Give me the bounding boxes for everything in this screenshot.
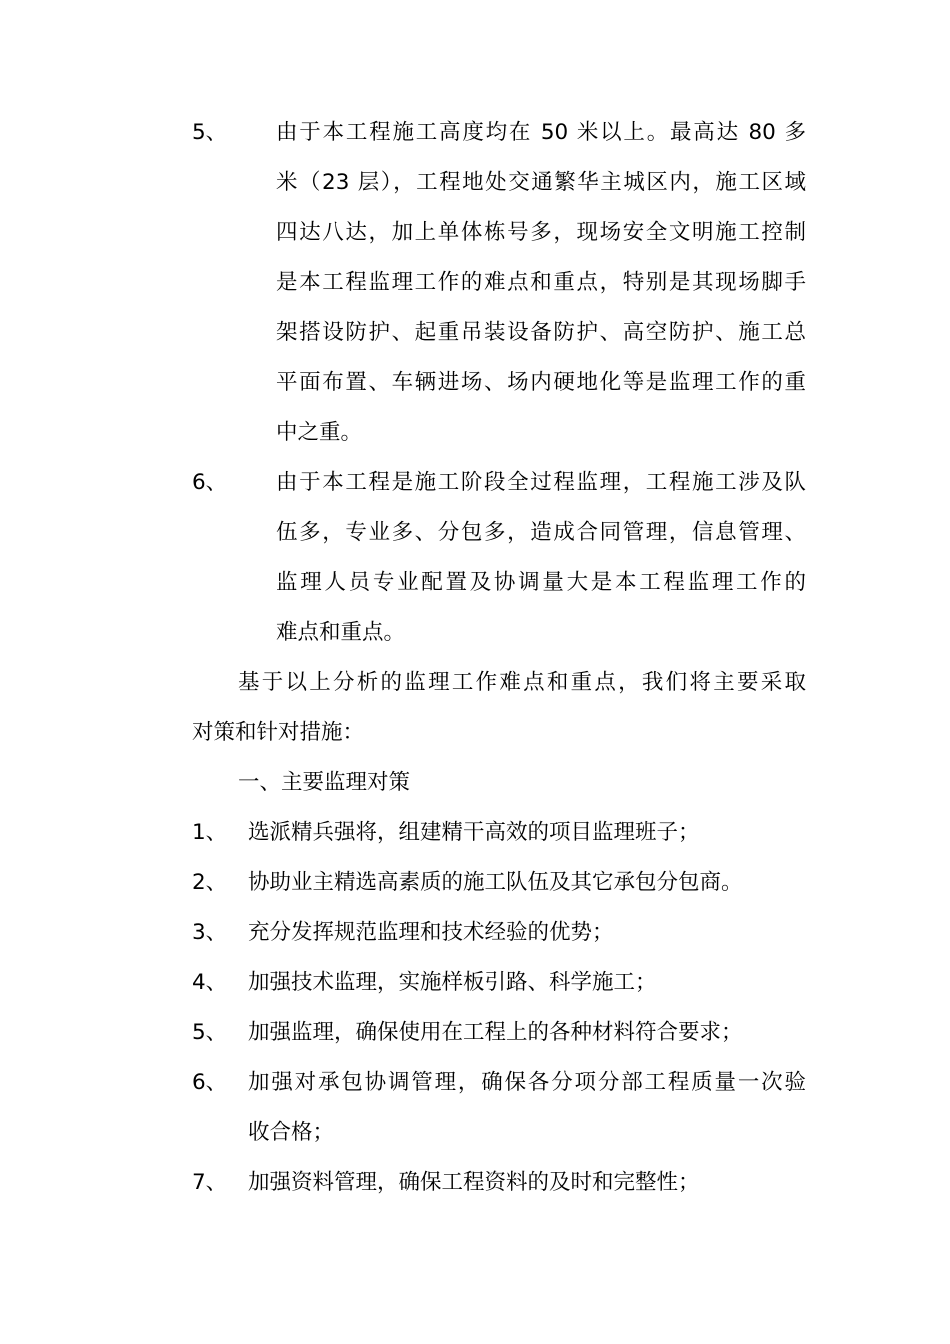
item-text-line: 伍多，专业多、分包多，造成合同管理，信息管理、 (276, 520, 806, 545)
countermeasure-text: 加强技术监理，实施样板引路、科学施工； (248, 970, 657, 995)
item-text-line: 由于本工程施工高度均在 50 米以上。最高达 80 多 (276, 120, 806, 145)
countermeasure-text: 收合格； (248, 1120, 335, 1145)
item-text-line: 架搭设防护、起重吊装设备防护、高空防护、施工总 (276, 320, 806, 345)
summary-line: 基于以上分析的监理工作难点和重点，我们将主要采取 (238, 670, 806, 695)
countermeasure-text: 协助业主精选高素质的施工队伍及其它承包分包商。 (248, 870, 743, 895)
item-text-line: 是本工程监理工作的难点和重点，特别是其现场脚手 (276, 270, 806, 295)
countermeasure-text: 加强监理，确保使用在工程上的各种材料符合要求； (248, 1020, 743, 1045)
item-number: 1、 (192, 820, 228, 845)
section-heading: 一、主要监理对策 (238, 770, 411, 795)
countermeasure-text: 充分发挥规范监理和技术经验的优势； (248, 920, 614, 945)
item-number: 3、 (192, 920, 228, 945)
item-text-line: 中之重。 (276, 420, 363, 445)
item-text-line: 平面布置、车辆进场、场内硬地化等是监理工作的重 (276, 370, 806, 395)
item-text-line: 四达八达，加上单体栋号多，现场安全文明施工控制 (276, 220, 806, 245)
item-number: 5、 (192, 1020, 228, 1045)
item-number: 6、 (192, 1070, 228, 1095)
item-number: 6、 (192, 470, 228, 495)
item-text-line: 难点和重点。 (276, 620, 406, 645)
item-number: 4、 (192, 970, 228, 995)
countermeasure-text: 加强对承包协调管理，确保各分项分部工程质量一次验 (248, 1070, 806, 1095)
item-text-line: 监理人员专业配置及协调量大是本工程监理工作的 (276, 570, 806, 595)
countermeasure-text: 选派精兵强将，组建精干高效的项目监理班子； (248, 820, 700, 845)
item-number: 2、 (192, 870, 228, 895)
summary-line: 对策和针对措施： (192, 720, 365, 745)
item-text-line: 由于本工程是施工阶段全过程监理，工程施工涉及队 (276, 470, 806, 495)
countermeasure-text: 加强资料管理，确保工程资料的及时和完整性； (248, 1170, 700, 1195)
item-number: 7、 (192, 1170, 228, 1195)
item-text-line: 米（23 层），工程地处交通繁华主城区内，施工区域 (276, 170, 806, 195)
item-number: 5、 (192, 120, 228, 145)
